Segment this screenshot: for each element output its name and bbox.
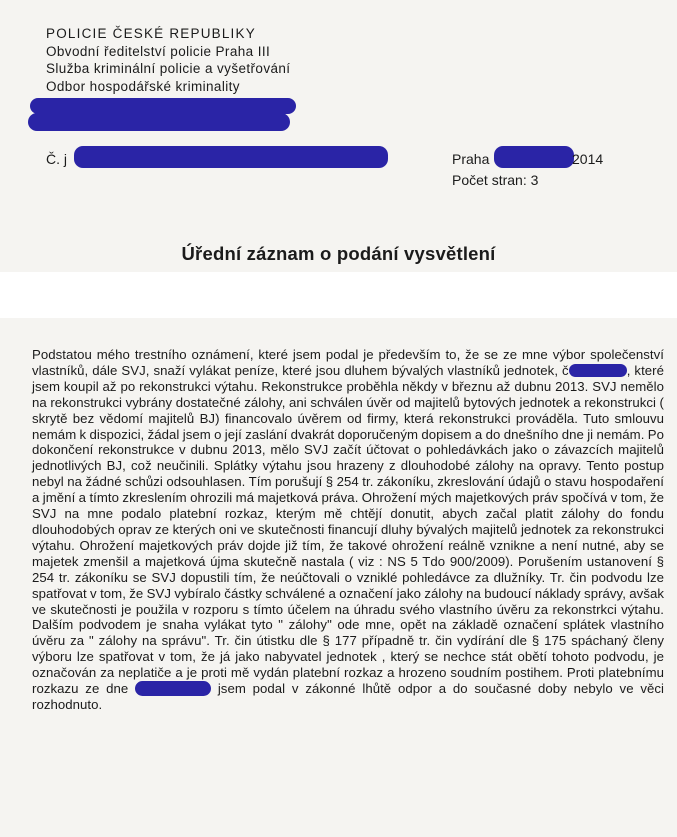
redaction-date <box>494 146 574 168</box>
letterhead-line-4: Odbor hospodářské kriminality <box>46 78 240 94</box>
header-sheet <box>0 0 677 272</box>
page-count: Počet stran: 3 <box>452 172 539 188</box>
statement-part-3: jsem podal v zákonné lhůtě odpor a do současné doby nebylo ve věci rozhodnuto. <box>32 681 665 712</box>
document-title: Úřední záznam o podání vysvětlení <box>181 243 496 264</box>
redaction-unit-number <box>569 364 627 377</box>
statement-part-2: , které jsem koupil až po rekonstrukci výtahu. Rekonstrukce proběhla někdy v březnu až dubnu 2013. SVJ nemělo na rekonstrukci vybrány dostatečné zálohy, ani schválen úvěr od majitelů bytových jednotek a rekonstrukci ( skrytě bez vědomí majitelů BJ) financovalo úvěrem od firmy, která rekonstrukci prováděla. Tuto smlouvu nemám k dispozici, žádal jsem o její zaslání dvakrát doporučeným dopisem a do dnešního dne ji nemám. Po dokončení rekonstrukce v dubnu 2013, mělo SVJ začít účtovat o pohledávkách jako o závazcích majitelů jednotlivých BJ, což neučinili. Splátky výtahu jsou hrazeny z dlouhodobé zálohy na opravy. Tento postup nebyl na žádné schůzi odsouhlasen. Tím porušují § 254 tr. zákoníku, zkreslování údajů o stavu hospodaření a jmění a tímto zkreslením ohrozili má majetková práva. Ohrožení mých majetkových práv spočívá v tom, že SVJ na mne podalo platební rozkaz, kterým mě chtějí donutit, abych začal platit zálohy do fondu dlouhodobých oprav ze kterých oni ve skutečnosti financují dluhy bývalých majitelů jednotek za rekonstrukci výtahu. Ohrožení majetkových práv dojde již tím, že takové ohrožení reálně vznikne a není nutné, aby se majetek zmenšil a majetková újma skutečně nastala ( viz : NS 5 Tdo 900/2009). Porušením ustanovení § 254 tr. zákoníku se SVJ dopustili tím, že neúčtovali o vzniklé pohledávce za dlužníky. Tr. čin podvodu lze spatřovat v tom, že SVJ vybíralo částky schválené a označení jako zálohy na budoucí náklady správy, avšak ve skutečnosti je použila v rozporu s tímto účelem na úhradu svého vlastního úvěru za rekonstrkci výtahu. Dalším podvodem je snaha vylákat tyto " zálohy" ode mne, opět na základě označení splátek vlastního úvěru za " zálohy na správu". Tr. čin útistku dle § 177 případně tr. čin vydírání dle § 175 spáchaný členy výboru lze spatřovat v tom, že já jako nabyvatel jednotek , který se nechce stát obětí tohoto podvodu, je označován za neplatiče a je proti mě vydán platební rozkaz a hrozeno soudním postihem. Proti platebnímu rozkazu ze dne <box>32 362 665 697</box>
letterhead-line-1: POLICIE ČESKÉ REPUBLIKY <box>46 26 256 41</box>
letterhead-line-3: Služba kriminální policie a vyšetřování <box>46 61 291 76</box>
letterhead-line-2: Obvodní ředitelství policie Praha III <box>46 43 271 59</box>
statement-part-1: Podstatou mého trestního oznámení, které jsem podal je především to, že se ze mne výbor společenství vlastníků, dále SVJ, snaží vylákat peníze, které jsou dluhem bývalých vlastníků jednotek, č <box>32 347 664 378</box>
year-label: 2014 <box>572 151 604 167</box>
redaction-case-number <box>74 146 388 168</box>
redaction-order-date <box>135 681 211 696</box>
redaction-bar-1 <box>30 98 296 114</box>
case-number-label: Č. j <box>46 151 67 167</box>
city-label: Praha <box>452 151 490 167</box>
redaction-bar-2 <box>28 113 290 131</box>
letterhead <box>46 25 290 95</box>
statement-text <box>32 347 664 713</box>
